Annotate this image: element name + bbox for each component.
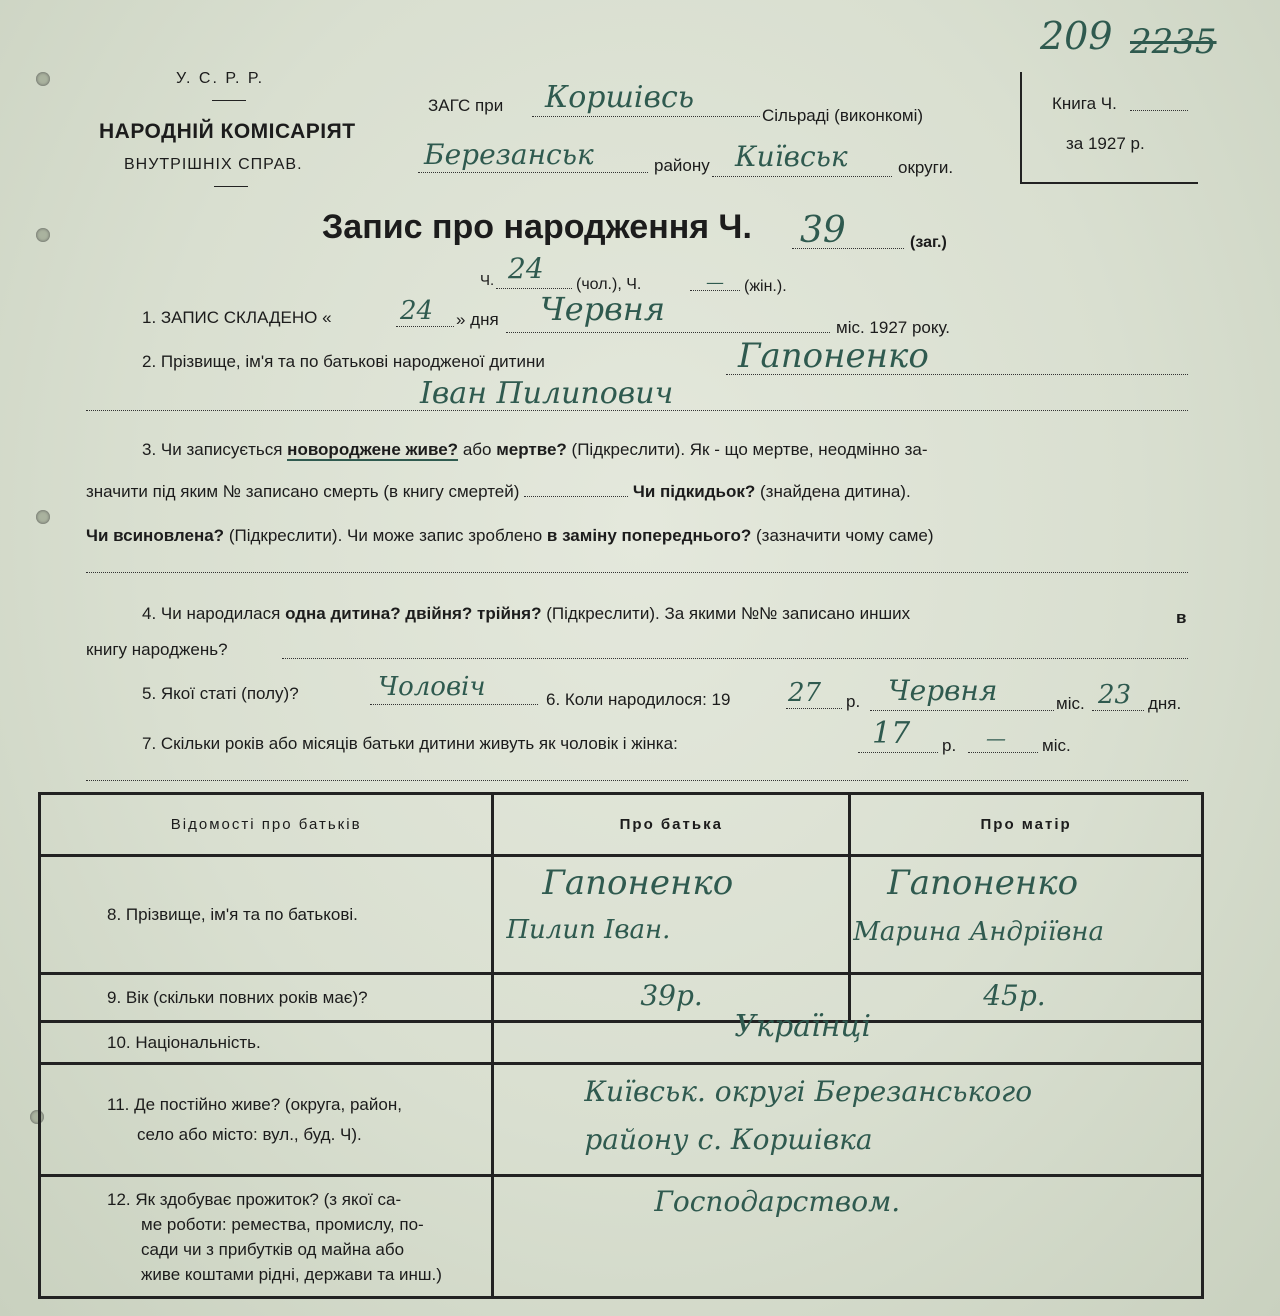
female-number: — xyxy=(706,272,724,293)
book-year: за 1927 р. xyxy=(1066,134,1145,153)
dead-option: мертве? xyxy=(496,440,567,459)
archive-number: 209 xyxy=(1040,14,1113,58)
parents-table xyxy=(38,792,1204,1299)
item3-blank xyxy=(86,572,1188,573)
residence-line2: району с. Коршівка xyxy=(584,1123,873,1156)
month-blank xyxy=(506,332,830,333)
table-row xyxy=(40,1176,1203,1298)
header-parents-info: Відомості про батьків xyxy=(40,794,493,856)
nationality-cell xyxy=(493,1009,1203,1064)
item3-note: (Підкреслити). Як - що мертве, неодмінно за- xyxy=(571,440,928,459)
item4-note: (Підкреслити). За якими №№ записано инших xyxy=(546,604,911,623)
sex-blank xyxy=(370,704,538,705)
birth-day-label: дня. xyxy=(1148,694,1182,713)
table-row xyxy=(40,856,1203,974)
father-surname: Гапоненко xyxy=(542,863,734,903)
age-row-label: 9. Вік (скільки повних років має)? xyxy=(40,974,493,1022)
living-label-line1: 12. Як здобуває прожиток? (з якої са- xyxy=(107,1189,402,1209)
replacement-option: в заміну попереднього? xyxy=(546,526,752,545)
birth-year-r: р. xyxy=(846,692,861,711)
father-age: 39р. xyxy=(640,979,703,1012)
living-cell xyxy=(493,1176,1203,1298)
child-surname: Гапоненко xyxy=(738,336,929,376)
married-months-blank xyxy=(968,752,1038,753)
residence-line1: Київськ. округі Березанського xyxy=(584,1075,1033,1108)
record-day: 24 xyxy=(400,296,434,326)
foundling-option: Чи підкидьок? xyxy=(632,482,756,501)
page-title: Запис про народження Ч. xyxy=(322,208,752,246)
mother-age-cell xyxy=(850,974,1203,1022)
header-father: Про батька xyxy=(493,794,850,856)
punch-hole xyxy=(36,72,50,86)
book-box xyxy=(1020,72,1198,184)
book-number-blank xyxy=(1130,110,1188,111)
zags-prefix: ЗАГС при xyxy=(428,96,504,115)
adopted-note: (Підкреслити). Чи може запис зроблено xyxy=(228,526,543,545)
residence-label-line2: село або місто: вул., буд. Ч). xyxy=(137,1124,362,1144)
father-name-cell xyxy=(493,856,850,974)
death-number-blank xyxy=(524,496,628,497)
male-label: (чол.), Ч. xyxy=(576,276,642,293)
mother-given-name: Марина Андріївна xyxy=(853,917,1104,947)
item3-line1 xyxy=(142,440,927,460)
male-number: 24 xyxy=(508,252,544,285)
header-rule xyxy=(212,100,246,101)
living-row-label xyxy=(40,1176,493,1298)
item2-label: 2. Прізвище, ім'я та по батькові народженої дитини xyxy=(142,352,545,371)
punch-hole xyxy=(36,510,50,524)
birth-month-label: міс. xyxy=(1056,694,1085,713)
record-number: 39 xyxy=(800,210,846,251)
replacement-note: (зазначити чому саме) xyxy=(755,526,934,545)
item4-intro: 4. Чи народилася xyxy=(142,604,281,623)
commissariat-subtitle: ВНУТРІШНІХ СПРАВ. xyxy=(124,156,303,173)
birth-day-blank xyxy=(1092,710,1144,711)
living-label-line4: живе коштами рідні, держави та инш.) xyxy=(141,1264,442,1284)
okruha-label: округи. xyxy=(898,158,954,177)
alive-option: новороджене живе? xyxy=(287,440,459,459)
day-close: » дня xyxy=(456,310,499,329)
residence-row-label xyxy=(40,1064,493,1176)
archive-number-struck: 2235 xyxy=(1130,22,1217,62)
record-month: Червня xyxy=(540,290,666,328)
married-years-blank xyxy=(858,752,938,753)
record-year: міс. 1927 року. xyxy=(836,318,951,337)
father-given-name: Пилип Іван. xyxy=(506,915,671,945)
item3-line3 xyxy=(86,526,934,546)
item4-blank xyxy=(282,658,1188,659)
child-given-name: Іван Пилипович xyxy=(420,376,674,411)
mother-age: 45р. xyxy=(983,979,1046,1012)
republic-label: У. С. Р. Р. xyxy=(176,70,265,87)
foundling-note: (знайдена дитина). xyxy=(760,482,911,501)
council-label: Сільраді (виконкомі) xyxy=(762,106,924,125)
item3-intro: 3. Чи записується xyxy=(142,440,283,459)
item3-or: або xyxy=(462,440,492,459)
item5-label: 5. Якої статі (полу)? xyxy=(142,684,299,703)
item7-blank xyxy=(86,780,1188,781)
header-rule xyxy=(214,186,248,187)
residence-cell xyxy=(493,1064,1203,1176)
item6-label: 6. Коли народилося: 19 xyxy=(546,690,731,709)
district-name: Березанськ xyxy=(424,138,594,171)
living-label-line3: сади чи з прибутків од майна або xyxy=(141,1239,405,1259)
living: Господарством. xyxy=(654,1185,901,1218)
married-years: 17 xyxy=(872,716,911,751)
nationality: Українці xyxy=(734,1009,871,1044)
table-header-row xyxy=(40,794,1203,856)
mother-surname: Гапоненко xyxy=(887,863,1079,903)
male-number-blank xyxy=(496,288,572,289)
birth-year: 27 xyxy=(788,678,822,708)
okruha-blank xyxy=(712,176,892,177)
birth-day: 23 xyxy=(1098,680,1132,710)
name-row-label: 8. Прізвище, ім'я та по батькові. xyxy=(40,856,493,974)
okruha-name: Київськ xyxy=(735,140,848,173)
village-name: Коршівсь xyxy=(545,80,695,115)
table-row xyxy=(40,974,1203,1022)
item1-label: 1. ЗАПИС СКЛАДЕНО « xyxy=(142,308,332,327)
table-row xyxy=(40,1064,1203,1176)
female-label: (жін.). xyxy=(744,278,787,295)
child-sex: Чоловіч xyxy=(378,672,486,702)
district-blank xyxy=(418,172,648,173)
punch-hole xyxy=(36,228,50,242)
item7-label: 7. Скільки років або місяців батьки дитини живуть як чоловік і жінка: xyxy=(142,734,678,753)
item4-line1 xyxy=(142,604,910,624)
record-number-suffix: (заг.) xyxy=(910,234,947,251)
commissariat-title: НАРОДНІЙ КОМІСАРІЯТ xyxy=(99,120,356,143)
district-label: району xyxy=(654,156,710,175)
birth-multiplicity-options: одна дитина? двійня? трійня? xyxy=(285,604,542,623)
married-months: — xyxy=(986,726,1006,750)
living-label-line2: ме роботи: ремества, промислу, по- xyxy=(141,1214,424,1234)
village-blank xyxy=(532,116,760,117)
item4-v: в xyxy=(1176,608,1187,627)
birth-year-blank xyxy=(786,708,842,709)
item4-line2: книгу народжень? xyxy=(86,640,228,659)
header-mother: Про матір xyxy=(850,794,1203,856)
adopted-option: Чи всиновлена? xyxy=(86,526,225,545)
book-label: Книга Ч. xyxy=(1052,94,1117,113)
birth-month: Червня xyxy=(888,674,998,707)
nationality-row-label: 10. Національність. xyxy=(40,1022,493,1064)
married-years-label: р. xyxy=(942,736,957,755)
birth-month-blank xyxy=(870,710,1054,711)
item3-line2 xyxy=(86,482,911,502)
table-row xyxy=(40,1022,1203,1064)
married-months-label: міс. xyxy=(1042,736,1071,755)
death-reference: значити під яким № записано смерть (в книгу смертей) xyxy=(86,482,520,501)
male-prefix: Ч. xyxy=(480,272,495,289)
residence-label-line1: 11. Де постійно живе? (округа, район, xyxy=(107,1094,402,1114)
mother-name-cell xyxy=(850,856,1203,974)
day-blank xyxy=(396,326,454,327)
